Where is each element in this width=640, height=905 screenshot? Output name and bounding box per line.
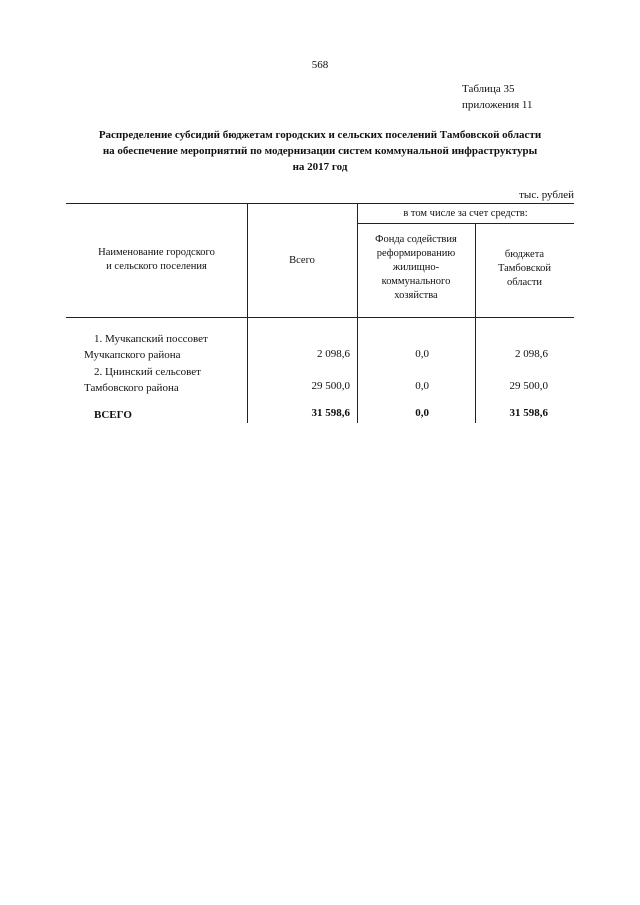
table-reference: Таблица 35 — [462, 83, 515, 95]
title-line: на 2017 год — [292, 161, 348, 173]
header-name: Наименование городского и сельского поселения — [98, 247, 215, 272]
total-row-total: 31 598,6 — [311, 407, 350, 419]
subheader-divider — [357, 223, 574, 224]
table-top-border — [66, 203, 574, 204]
header-budget: бюджета Тамбовской области — [497, 249, 552, 288]
header-total: Всего — [289, 255, 315, 266]
row-fund: 0,0 — [415, 348, 429, 360]
title-line: на обеспечение мероприятий по модернизации систем коммунальной инфраструктуры — [102, 145, 538, 157]
total-row-label: ВСЕГО — [94, 409, 132, 421]
header-fund: Фонда содействия реформированию жилищно- коммунального хозяйства — [375, 234, 457, 301]
units-label: тыс. рублей — [519, 189, 574, 201]
row-total: 2 098,6 — [317, 348, 350, 360]
row-total: 29 500,0 — [311, 380, 350, 392]
page-number: 568 — [311, 59, 329, 71]
document-title — [60, 127, 580, 175]
table-row-name: 1. Мучкапский поссовет Мучкапского района — [84, 333, 208, 361]
row-fund: 0,0 — [415, 380, 429, 392]
title-line: Распределение субсидий бюджетам городских и сельских поселений Тамбовской области — [98, 129, 542, 141]
appendix-reference: приложения 11 — [462, 99, 533, 111]
row-budget: 29 500,0 — [509, 380, 548, 392]
table-row-name: 2. Цнинский сельсовет Тамбовского района — [84, 366, 201, 394]
header-including: в том числе за счет средств: — [403, 208, 528, 219]
total-row-fund: 0,0 — [415, 407, 429, 419]
row-budget: 2 098,6 — [515, 348, 548, 360]
total-row-budget: 31 598,6 — [509, 407, 548, 419]
header-bottom-border — [66, 317, 574, 318]
